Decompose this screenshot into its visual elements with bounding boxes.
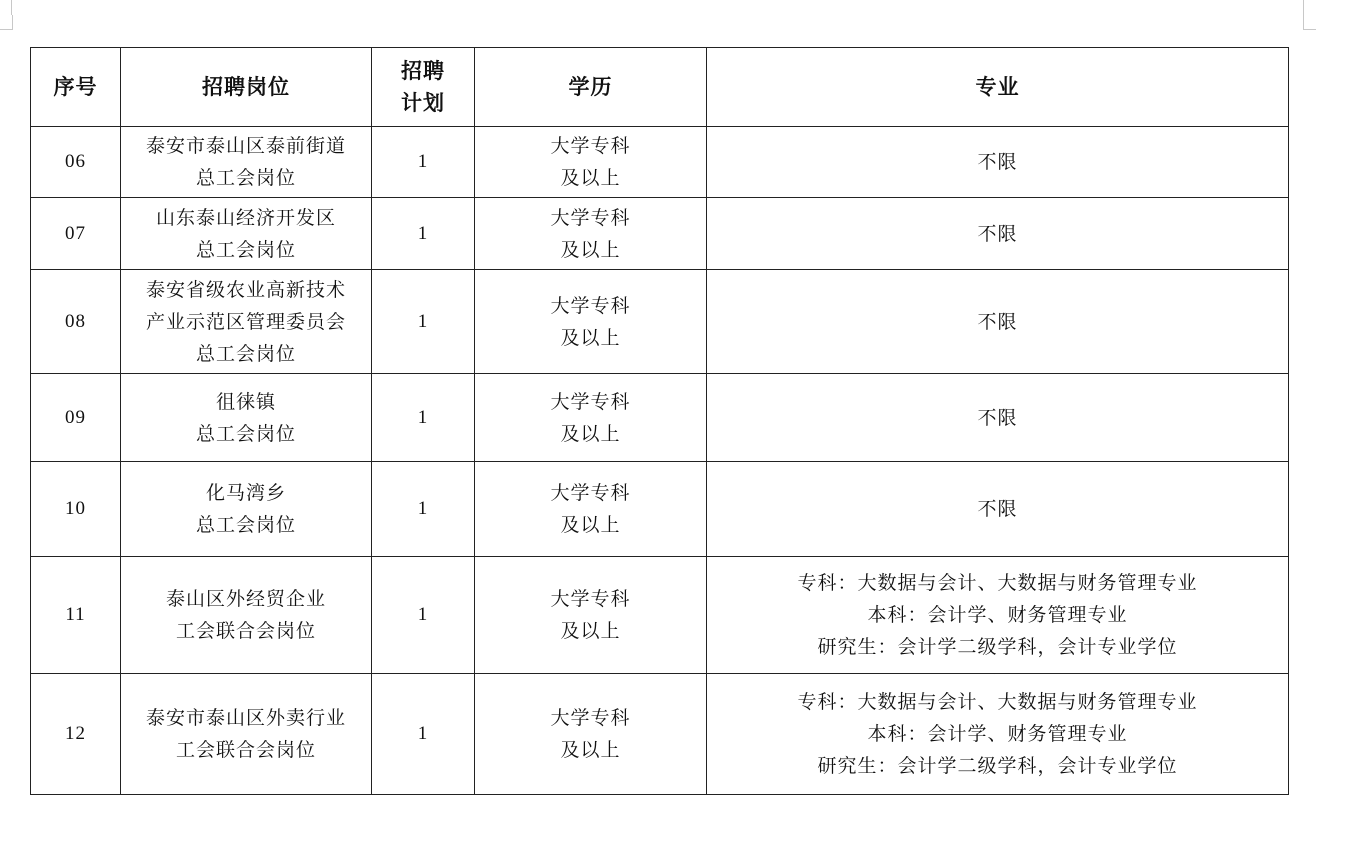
header-education: 学历 bbox=[475, 48, 707, 127]
position-line: 泰安市泰山区泰前街道 bbox=[145, 135, 346, 157]
row-plan: 1 bbox=[372, 270, 475, 374]
row-major: 不限 bbox=[707, 198, 1289, 270]
position-line: 工会联合会岗位 bbox=[175, 739, 316, 761]
row-major: 不限 bbox=[707, 462, 1289, 557]
row-position bbox=[121, 198, 372, 270]
position-line: 泰安市泰山区外卖行业 bbox=[145, 707, 346, 729]
row-major: 不限 bbox=[707, 270, 1289, 374]
row-seq: 10 bbox=[31, 462, 121, 557]
major-line: 专科：大数据与会计、大数据与财务管理专业 bbox=[797, 691, 1198, 713]
page-corner-mark-right bbox=[1303, 15, 1316, 30]
row-plan: 1 bbox=[372, 557, 475, 674]
position-line: 泰山区外经贸企业 bbox=[165, 588, 326, 610]
row-seq: 08 bbox=[31, 270, 121, 374]
education-line: 及以上 bbox=[560, 620, 621, 642]
row-education bbox=[475, 270, 707, 374]
major-line: 研究生：会计学二级学科，会计专业学位 bbox=[817, 636, 1178, 658]
education-line: 大学专科 bbox=[550, 482, 631, 504]
row-position bbox=[121, 674, 372, 795]
row-position bbox=[121, 462, 372, 557]
position-line: 泰安省级农业高新技术 bbox=[145, 278, 346, 301]
position-line: 产业示范区管理委员会 bbox=[145, 310, 346, 333]
position-line: 总工会岗位 bbox=[195, 238, 296, 261]
row-education bbox=[475, 674, 707, 795]
row-seq: 06 bbox=[31, 127, 121, 198]
row-major bbox=[707, 557, 1289, 674]
header-position: 招聘岗位 bbox=[121, 48, 372, 127]
education-line: 大学专科 bbox=[550, 390, 631, 413]
row-plan: 1 bbox=[372, 674, 475, 795]
row-seq: 09 bbox=[31, 374, 121, 462]
position-line: 化马湾乡 bbox=[205, 482, 286, 504]
page-corner-mark-left bbox=[0, 15, 13, 30]
education-line: 大学专科 bbox=[550, 707, 631, 729]
header-major: 专业 bbox=[707, 48, 1289, 127]
row-major: 不限 bbox=[707, 374, 1289, 462]
education-line: 大学专科 bbox=[550, 135, 631, 157]
header-plan-line2: 计划 bbox=[401, 91, 445, 115]
position-line: 工会联合会岗位 bbox=[175, 620, 316, 642]
position-line: 总工会岗位 bbox=[195, 514, 296, 536]
row-plan: 1 bbox=[372, 374, 475, 462]
row-plan: 1 bbox=[372, 462, 475, 557]
page-corner-mark-left-vertical bbox=[11, 0, 12, 15]
education-line: 及以上 bbox=[560, 514, 621, 536]
major-line: 本科：会计学、财务管理专业 bbox=[867, 723, 1128, 745]
position-line: 山东泰山经济开发区 bbox=[155, 206, 336, 229]
row-plan: 1 bbox=[372, 198, 475, 270]
table-row bbox=[31, 127, 1289, 198]
page-corner-mark-right-vertical bbox=[1303, 0, 1304, 15]
row-seq: 07 bbox=[31, 198, 121, 270]
row-position bbox=[121, 557, 372, 674]
row-education bbox=[475, 374, 707, 462]
education-line: 及以上 bbox=[560, 167, 621, 189]
education-line: 及以上 bbox=[560, 326, 621, 349]
header-plan bbox=[372, 48, 475, 127]
recruitment-table bbox=[30, 47, 1289, 795]
row-seq: 11 bbox=[31, 557, 121, 674]
education-line: 及以上 bbox=[560, 739, 621, 761]
table-row bbox=[31, 270, 1289, 374]
table-row bbox=[31, 674, 1289, 795]
education-line: 大学专科 bbox=[550, 588, 631, 610]
header-plan-line1: 招聘 bbox=[401, 59, 445, 83]
row-education bbox=[475, 198, 707, 270]
education-line: 大学专科 bbox=[550, 206, 631, 229]
education-line: 及以上 bbox=[560, 238, 621, 261]
table-row bbox=[31, 198, 1289, 270]
major-line: 本科：会计学、财务管理专业 bbox=[867, 604, 1128, 626]
table-row bbox=[31, 462, 1289, 557]
education-line: 及以上 bbox=[560, 422, 621, 445]
row-major bbox=[707, 674, 1289, 795]
table-row bbox=[31, 557, 1289, 674]
row-education bbox=[475, 462, 707, 557]
row-plan: 1 bbox=[372, 127, 475, 198]
table-row bbox=[31, 374, 1289, 462]
position-line: 总工会岗位 bbox=[195, 342, 296, 365]
header-seq: 序号 bbox=[31, 48, 121, 127]
row-seq: 12 bbox=[31, 674, 121, 795]
position-line: 总工会岗位 bbox=[195, 167, 296, 189]
major-line: 专科：大数据与会计、大数据与财务管理专业 bbox=[797, 572, 1198, 594]
row-position bbox=[121, 270, 372, 374]
position-line: 徂徕镇 bbox=[215, 390, 276, 413]
row-education bbox=[475, 557, 707, 674]
row-position bbox=[121, 374, 372, 462]
education-line: 大学专科 bbox=[550, 294, 631, 317]
major-line: 研究生：会计学二级学科，会计专业学位 bbox=[817, 755, 1178, 777]
position-line: 总工会岗位 bbox=[195, 422, 296, 445]
row-education bbox=[475, 127, 707, 198]
row-position bbox=[121, 127, 372, 198]
table-header-row bbox=[31, 48, 1289, 127]
row-major: 不限 bbox=[707, 127, 1289, 198]
